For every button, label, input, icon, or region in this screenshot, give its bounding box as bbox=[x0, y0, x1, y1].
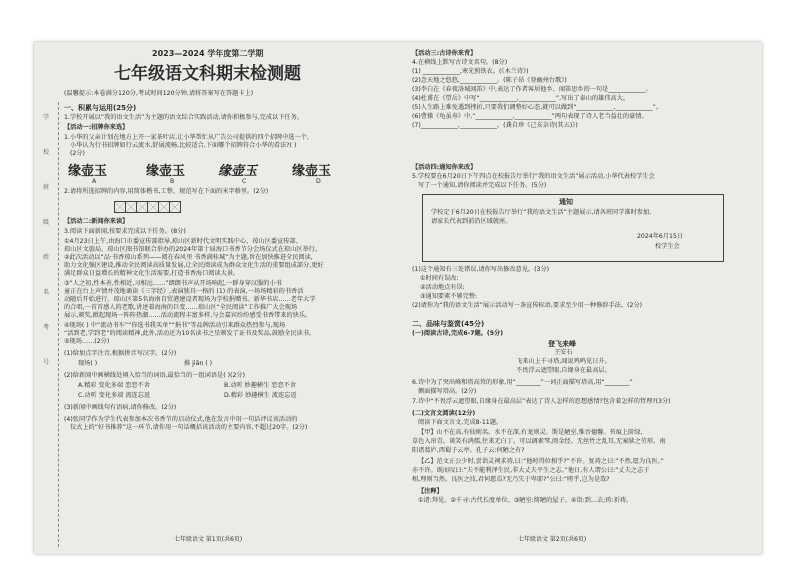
activity-4-title: 【活动四:通知你来改】 bbox=[412, 164, 477, 171]
news-line: ④现场( ) 中“流动书车”“你选书我买单”“捐书”等品牌活动引来群众热烈参与,现场 bbox=[64, 322, 286, 329]
binding-strip: 学 校 班 级 姓 名 考 号 bbox=[43, 114, 50, 366]
q8-intro: 阅读下面文言文,完成8-11题。 bbox=[418, 419, 503, 426]
notice-box bbox=[422, 194, 724, 262]
classical-text-line: 阳诸葛庐,西蜀子云亭。孔子云:何陋之有? bbox=[412, 447, 525, 454]
q5-1-item: ①时间有误改: bbox=[420, 275, 459, 282]
q6-text-cont: 侧面描写塔高。(2分) bbox=[418, 388, 477, 395]
writing-grid bbox=[114, 198, 180, 217]
notes-title: 【注释】 bbox=[418, 488, 443, 495]
poem-blank: (4)杜甫在《望岳》中写“____________,____________”,写出了泰山的雄伟高大。 bbox=[412, 95, 630, 102]
signboard-label-b: B bbox=[170, 178, 175, 185]
notice-date: 2024年6月15日 bbox=[637, 233, 684, 240]
classical-text-line: 亦不许。既而叹曰:“夫不能利泽生民,非大丈夫平生之志。”他日,有人谓公曰:“丈夫之志于 bbox=[412, 467, 650, 474]
page-footer-right: 七年级语文 第2页(共6页) bbox=[518, 536, 587, 543]
exam-title: 七年级语文科期末检测题 bbox=[114, 64, 301, 84]
q7-text: 7.诗中“不畏浮云遮望眼,自缘身在最高层”表达了诗人怎样的思想感情?包含着怎样的哲理?(3分) bbox=[412, 398, 671, 405]
q3-2-text: (2)给新闻中画横线处填入恰当的词语,最恰当的一组词语是( )(2分) bbox=[64, 372, 245, 379]
poem-blank: (1) ____________,寒光照铁衣。(《木兰诗》) bbox=[412, 68, 529, 75]
q5-1-item: ②活动地点有误: bbox=[420, 284, 465, 291]
news-line: ②此次活动以“品·书香琼山系列——阅在春风里 书香满桂城”为主题,旨在加快推进全民阅读, bbox=[64, 254, 313, 261]
q5-2-text: (2)请你为“我的语文生活”展示活动写一条宣传标语,要求至少用一种修辞手法。(2分) bbox=[412, 302, 643, 309]
page-left bbox=[34, 42, 398, 554]
q3-2-option-c: C.动听 变化多端 流连忘返 bbox=[78, 392, 151, 399]
subsection-1-heading: (一)阅读古诗,完成6-7题。(5分) bbox=[412, 330, 504, 337]
school-year: 2023—2024 学年度第二学期 bbox=[152, 49, 264, 58]
poem-blank: (6)曹操《龟虽寿》中,“____________,____________”两句表现了诗人老当益壮的豪情。 bbox=[412, 113, 648, 120]
exam-sheet bbox=[34, 42, 762, 554]
activity-3-title: 【活动三:古诗你来背】 bbox=[412, 50, 477, 57]
signboard-label-a: A bbox=[92, 178, 97, 185]
news-line: ⑤现场……(2分) bbox=[64, 338, 110, 345]
notice-signature: 校学生会 bbox=[655, 243, 680, 250]
poem-line-1: 飞来山上千寻塔,闻说鸡鸣见日升。 bbox=[516, 358, 611, 365]
q1-text-b: 小华认为行书招牌如行云流水,舒展流畅,比较适合,下面哪个招牌符合小华的看法?( ) bbox=[70, 142, 297, 149]
q3-1-blank-b: 推 jiān ( ) bbox=[184, 360, 213, 367]
q5-1-text: (1)这个通知有三处错误,请你写出修改意见。(3分) bbox=[412, 266, 550, 273]
q3-3-text: (3)新闻中画线句有语病,请你修改。(2分) bbox=[64, 404, 177, 411]
signboard-b: 缘壶玉 bbox=[146, 164, 186, 179]
news-line: “活到老,学到老”的阅读精神,此外,活动还为10名读书之星颁发了证书及奖品,鼓励全民读书。 bbox=[64, 330, 316, 337]
q3-1-blank-a: 现场( ) bbox=[78, 360, 98, 367]
news-line: 琼山区文旅局、琼山区图书馆联合举办的2024年第十届海口书香节分会场仪式在琼山区举行。 bbox=[64, 246, 322, 253]
binding-line bbox=[58, 102, 59, 547]
page-footer-left: 七年级语文 第1页(共6页) bbox=[174, 536, 243, 543]
q3-2-option-a: A.精彩 变化多端 恋恋不舍 bbox=[78, 382, 150, 389]
q3-4-text: (4)张同学作为学生代表参加本次书香节的启动仪式,他在发言中用一句话评议该活动的 bbox=[64, 416, 298, 423]
subsection-2-heading: (二)文言文阅读(12分) bbox=[412, 410, 476, 417]
q3-4-text-cont: 仪式上的“好书推荐”这一环节,请你用一句话概括该活动的主要内容,不超过20字。(2分) bbox=[70, 424, 308, 431]
news-line: 动随后开始进行。琼山区第5名海南自贸港建设者现场为学校捐赠书。新华书店……老年大学 bbox=[64, 296, 316, 303]
poem-title: 登飞来峰 bbox=[548, 340, 576, 348]
poem-line-2: 不畏浮云遮望眼,自缘身在最高层。 bbox=[516, 367, 611, 374]
signboard-d: 缘壶玉 bbox=[292, 164, 332, 179]
activity-1-intro: 1.学校开展以“我的语文生活”为主题的语文综合实践活动,请你积极参与,完成以下任务。 bbox=[64, 114, 303, 121]
q5-1-item: ③通知要素不够完整: bbox=[420, 293, 478, 300]
news-line: 童正在台上声情并茂地诵读《三字经》,表演独具一格的 (1) 的表演,一场场精彩的书香活 bbox=[64, 288, 304, 295]
news-line: 满足群众日益增长的精神文化生活需要,打造书香海口阅读大景。 bbox=[64, 270, 240, 277]
q3-text: 3.阅读下面新闻,按要求完成以下任务。(8分) bbox=[64, 228, 186, 235]
poem-blank: (2)念天地之悠悠,____________。(陈子昂《登幽州台歌》) bbox=[412, 77, 567, 84]
notice-body: 学校定于6月20日在校报告厅举行“我的语文生活”主题展示,请各班同学准时参加, bbox=[431, 209, 652, 216]
signboard-label-d: D bbox=[316, 178, 321, 185]
q1-text-a: 1.小华的父亲计划在地方上开一家茶叶店,让小华帮忙从广告公司提供的四个招牌中选一个, bbox=[64, 134, 309, 141]
signboard-label-c: C bbox=[242, 178, 247, 185]
news-line: ①4月23日上午,由海口市委宣传部指导,琼山区新时代文明实践中心、琼山区委宣传部、 bbox=[64, 238, 302, 245]
q5-text-cont: 写了一个通知,请你阅读并完成以下任务。(5分) bbox=[418, 182, 547, 189]
section-1-heading: 一、积累与运用(25分) bbox=[64, 104, 137, 112]
classical-text-line: 【甲】山不在高,有仙则名。水不在深,有龙则灵。斯是陋室,惟吾德馨。苔痕上阶绿, bbox=[418, 429, 643, 436]
q1-points: (2分) bbox=[70, 150, 85, 157]
classical-text-line: 【乙】范文正公少时,尝诣灵祠求祷,曰:“他时得位相乎?”不许。复祷之曰:“不然,愿为良医。” bbox=[418, 458, 664, 465]
q6-text: 6.诗中为了突出峰和塔高耸的形象,用“________”一词正面描写塔高,用“________” bbox=[412, 379, 633, 386]
notice-title: 通知 bbox=[559, 198, 573, 206]
activity-1-title: 【活动一:招牌你来选】 bbox=[64, 124, 129, 131]
q3-2-option-b: B.动听 妙趣横生 恋恋不舍 bbox=[224, 382, 297, 389]
news-line: 展示,颁奖,掀起现场一阵阵热潮……活动流程丰富多样,与会嘉宾纷纷感受书香带来的快乐。 bbox=[64, 312, 312, 319]
news-line: 助力文化强区建设,推动全民阅读高质量发展,让全民阅读成为群众文化生活的重要组成部分,更好 bbox=[64, 262, 324, 269]
poem-blank: (5)人生路上难免遇到挫折,只要我们调整好心态,就可以做到“____________,____________”。 bbox=[412, 104, 663, 111]
news-line: ③“人之初,性本善,性相近,习相远……”朗朗书声从开场响起,一群身穿汉服的小书 bbox=[64, 280, 282, 287]
notes-text: ①诸:拜见。②千寻:古代长度单位。③陋室:简陋的屋子。④诣:到…去;祷:祈祷。 bbox=[418, 497, 633, 504]
news-line: 的合唱,一首首感人的老歌,讲述着海南的巨变……琼山区“全民阅读”工作推广大会现场 bbox=[64, 304, 298, 311]
signboard-a: 缘壶玉 bbox=[68, 164, 108, 179]
q5-text: 5.学校要在6月20日下午四点在校报告厅举行“我的语文生活”展示活动,小华代表校学生会 bbox=[412, 173, 655, 180]
page-right bbox=[398, 42, 762, 554]
q4-text: 4.在横线上默写古诗文名句。(8分) bbox=[412, 59, 508, 66]
section-2-heading: 二、品味与鉴赏(45分) bbox=[412, 320, 485, 328]
q3-2-option-d: D.精彩 妙趣横生 流连忘返 bbox=[224, 392, 297, 399]
poem-blank: (7)____________,____________。(龚自珍《己亥杂诗(其五)》) bbox=[412, 122, 578, 129]
activity-2-title: 【活动二:新闻你来读】 bbox=[64, 218, 129, 225]
q2-text: 2.请将所选招牌的内容,用简体楷书,工整、规范写在下面的米字格里。(2分) bbox=[64, 188, 269, 195]
classical-text-line: 相,理则当然。良医之技,君何愿焉?无乃失于卑耶?”公曰:“嗟乎,岂为是哉? bbox=[412, 476, 610, 483]
notice-body-cont: 请家长代表到前沿区域就座。 bbox=[431, 218, 512, 225]
signboard-c: 缘壶玉 bbox=[218, 164, 258, 179]
poem-author: 王安石 bbox=[554, 349, 573, 356]
exam-instructions: (温馨提示:本卷满分120分,考试时间120分钟,请将答案写在答题卡上) bbox=[64, 90, 254, 97]
classical-text-line: 草色入帘青。谈笑有鸿儒,往来无白丁。可以调素琴,阅金经。无丝竹之乱耳,无案牍之劳形。南 bbox=[412, 438, 666, 445]
poem-blank: (3)李白在《春夜洛城闻笛》中,表达了作者客居他乡、闻笛思乡的一句是____________。 bbox=[412, 86, 652, 93]
q3-1-text: (1)给加点字注音,根据拼音写汉字。(2分) bbox=[64, 350, 177, 357]
